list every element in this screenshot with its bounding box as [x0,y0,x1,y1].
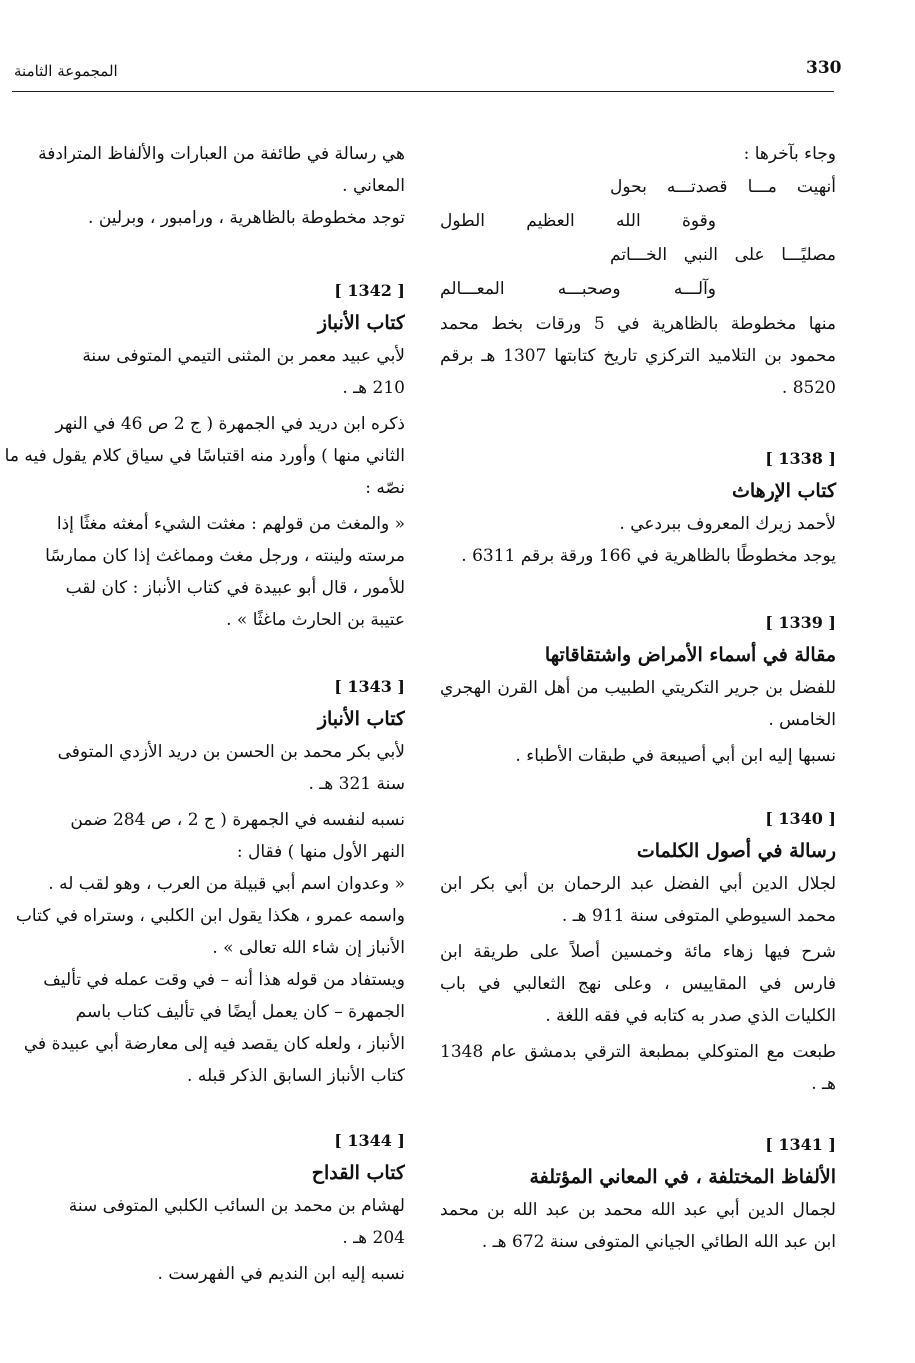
entry-1342 [0,280,405,636]
entry-title: مقالة في أسماء الأمراض واشتقاقاتها [544,644,836,666]
text-line: مرسته ولينته ، ورجل مغث ومماغث إذا كان ممارسًا [45,546,405,566]
entry-1338 [440,448,836,572]
verse-intro: وجاء بآخرها : [743,144,836,164]
text-line: الأنباز ، ولعله كان يقصد فيه إلى معارضة أبي عبيدة في [23,1034,405,1054]
entry-title: كتاب الأنباز [317,312,405,334]
entry-number: [ 1343 ] [334,677,405,696]
verse-word: مـــا [747,177,777,197]
entry-1344 [0,1130,405,1290]
paragraph: نسبها إليه ابن أبي أصيبعة في طبقات الأطباء . [515,746,836,766]
text-line: ويستفاد من قوله هذا أنه – في وقت عمله في تأليف [43,970,405,990]
verse-word: الطول [440,211,486,231]
paragraph: للفضل بن جرير التكريتي الطبيب من أهل القرن الهجري الخامس . [440,678,836,730]
text-line: 204 هـ . [342,1228,405,1248]
text-line: نصّه : [365,478,405,498]
entry-number: [ 1342 ] [334,281,405,300]
entry-1340 [440,808,836,1100]
text-line: هي رسالة في طائفة من العبارات والألفاظ المترادفة [38,144,405,164]
entry-title: كتاب الإرهاث [731,480,836,502]
entry-number: [ 1340 ] [765,809,836,828]
text-line: نسبه إليه ابن النديم في الفهرست . [157,1264,405,1284]
entry-title: كتاب القداح [311,1162,405,1184]
verse-word: وقوة [681,211,716,231]
verse-word: الله [616,211,641,231]
text-line: الجمهرة – كان يعمل أيضًا في تأليف كتاب باسم [75,1002,405,1022]
verse-line [440,170,836,204]
text-line: كتاب الأنباز السابق الذكر قبله . [187,1066,405,1086]
verse-block [440,170,836,306]
text-line: 210 هـ . [342,378,405,398]
entry-number: [ 1344 ] [334,1131,405,1150]
text-line: « والمغث من قولهم : مغثت الشيء أمغثه مغثًا إذا [56,514,405,534]
verse-word: وصحبـــه [557,279,621,299]
paragraph: شرح فيها زهاء مائة وخمسين أصلاً على طريقة ابن فارس في المقاييس ، وعلى نهج الثعالبي في باب الكليات الذي صدر به كتابه في فقه اللغة . [440,942,836,1026]
verse-word: وآلـــه [673,279,716,299]
text-line: الثاني منها ) وأورد منه اقتباسًا في سياق كلام يقول فيه ما [4,446,405,466]
entry-number: [ 1339 ] [765,613,836,632]
paragraph: لجلال الدين أبي الفضل عبد الرحمان بن أبي بكر ابن محمد السيوطي المتوفى سنة 911 هـ . [440,874,836,926]
text-line: الأنباز إن شاء الله تعالى » . [212,938,405,958]
verse-line [440,272,836,306]
header-rule [12,91,834,92]
paragraph: لأحمد زيرك المعروف ببردعي . [619,514,836,534]
left-column [0,138,405,1290]
text-line: ذكره ابن دريد في الجمهرة ( ج 2 ص 46 في النهر [55,414,405,434]
verse-word: العظيم [526,211,575,231]
entry-number: [ 1341 ] [765,1135,836,1154]
page-number: 330 [806,58,842,78]
entry-title: الألفاظ المختلفة ، في المعاني المؤتلفة [529,1166,836,1188]
paragraph: طبعت مع المتوكلي بمطبعة الترقي بدمشق عام 1348 هـ . [440,1042,836,1094]
entry-1341 [440,1134,836,1258]
intro-block [0,138,405,234]
verse-word: على [734,245,765,265]
verse-word: قصدتـــه [666,177,728,197]
verse-word: مصليًـــا [781,245,836,265]
text-line: لهشام بن محمد بن السائب الكلبي المتوفى سنة [68,1196,405,1216]
verse-word: أنهيت [796,177,836,197]
verse-word: المعـــالم [440,279,505,299]
text-line: « وعدوان اسم أبي قبيلة من العرب ، وهو لقب له . [48,874,405,894]
running-head: المجموعة الثامنة [14,62,118,80]
entry-title: رسالة في أصول الكلمات [636,840,836,862]
entry-1343 [0,676,405,1092]
verse-line [440,204,836,238]
verse-line [440,238,836,272]
entry-1339 [440,612,836,772]
verse-word: النبي [683,245,719,265]
text-line: عتيبة بن الحارث ماغثًا » . [226,610,405,630]
text-line: نسبه لنفسه في الجمهرة ( ج 2 ، ص 284 ضمن [70,810,405,830]
verse-word: بحول [610,177,647,197]
entry-number: [ 1338 ] [765,449,836,468]
text-line: سنة 321 هـ . [308,774,405,794]
text-line: لأبي بكر محمد بن الحسن بن دريد الأزدي المتوفى [57,742,405,762]
text-line: المعاني . [342,176,405,196]
text-line: للأمور ، قال أبو عبيدة في كتاب الأنباز : كان لقب [65,578,405,598]
paragraph: يوجد مخطوطًا بالظاهرية في 166 ورقة برقم 6311 . [461,546,836,566]
right-column [440,138,836,1262]
paragraph: منها مخطوطة بالظاهرية في 5 ورقات بخط محمد محمود بن التلاميد التركزي تاريخ كتابتها 1307 هـ برقم 8520 . [440,314,836,398]
paragraph: لجمال الدين أبي عبد الله محمد بن عبد الله بن محمد ابن عبد الله الطائي الجياني المتوفى سنة 672 هـ . [440,1200,836,1252]
text-line: لأبي عبيد معمر بن المثنى التيمي المتوفى سنة [82,346,405,366]
entry-title: كتاب الأنباز [317,708,405,730]
text-line: واسمه عمرو ، هكذا يقول ابن الكلبي ، وستراه في كتاب [15,906,405,926]
text-line: النهر الأول منها ) فقال : [236,842,405,862]
verse-word: الخـــاتم [610,245,668,265]
text-line: توجد مخطوطة بالظاهرية ، ورامبور ، وبرلين . [88,208,405,228]
